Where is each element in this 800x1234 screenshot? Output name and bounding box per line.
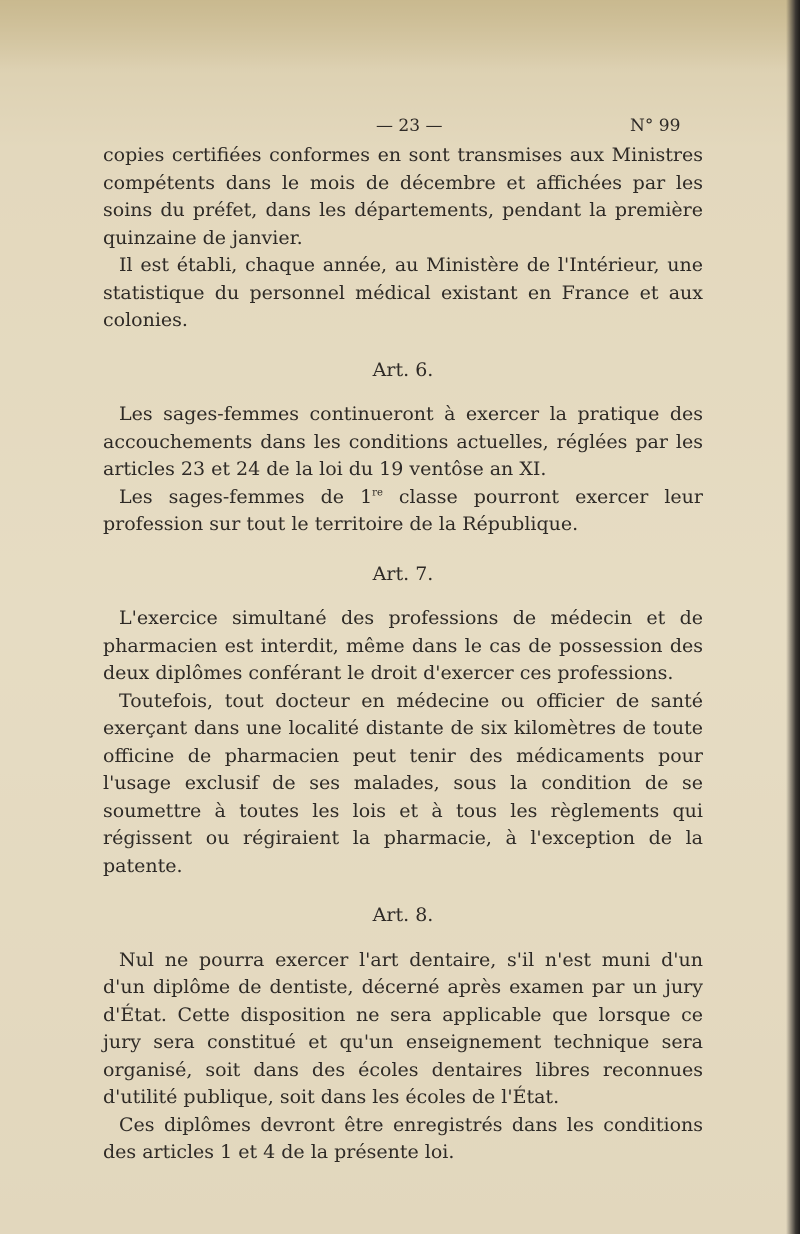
- article-6-heading: Art. 6.: [372, 358, 434, 381]
- document-number: N° 99: [630, 116, 681, 136]
- page-top-shading: [0, 0, 800, 70]
- page-right-edge: [786, 0, 800, 1234]
- article-6-paragraph-2-start: Les sages-femmes de 1: [119, 485, 373, 508]
- page-number: — 23 —: [376, 116, 443, 136]
- article-6-paragraph-1: Les sages-femmes continueront à exercer la pratique des accouchements dans les conditions actuelles, réglées par les articles 23 et 24 de la loi du 19 ventôse an XI.: [103, 403, 703, 480]
- ordinal-superscript: re: [372, 487, 383, 499]
- article-8-paragraph-2: Ces diplômes devront être enregistrés dans les conditions des articles 1 et 4 de la présente loi.: [103, 1113, 703, 1163]
- article-6-paragraph-2-end: classe pourront exercer leur profession sur tout le territoire de la République.: [103, 485, 703, 535]
- article-7-heading: Art. 7.: [372, 562, 434, 585]
- article-7-paragraph-1: L'exercice simultané des professions de médecin et de pharmacien est interdit, même dans le cas de possession des deux diplômes conférant le droit d'exercer ces professions.: [103, 607, 703, 684]
- page-header: [0, 116, 800, 140]
- article-8-heading: Art. 8.: [372, 904, 434, 926]
- article-7-paragraph-2: Toutefois, tout docteur en médecine ou officier de santé exerçant dans une localité distante de six kilomètres de toute officine de pharmacien peut tenir des médicaments pour l'usage exclusif de ses malades, sous la condition de se soumettre à toutes les lois et à tous les règlements qui régissent ou régiraient la pharmacie, à l'exception de la patente.: [103, 689, 703, 877]
- article-8-paragraph-1: Nul ne pourra exercer l'art dentaire, s'il n'est muni d'un d'un diplôme de dentiste, décerné après examen par un jury d'État. Cette disposition ne sera applicable que lorsque ce jury sera constitué et qu'un enseignement technique sera organisé, soit dans des écoles dentaires libres reconnues d'utilité publique, soit dans les écoles de l'État.: [103, 948, 703, 1108]
- intro-paragraph-1: copies certifiées conformes en sont transmises aux Ministres compétents dans le mois de décembre et affichées par les soins du préfet, dans les départements, pendant la première quinzaine de janvier.: [103, 144, 703, 249]
- article-6-paragraph-2: [103, 484, 703, 539]
- body-text: [103, 142, 703, 1167]
- intro-paragraph-2: Il est établi, chaque année, au Ministère de l'Intérieur, une statistique du personnel médical existant en France et aux colonies.: [103, 254, 703, 331]
